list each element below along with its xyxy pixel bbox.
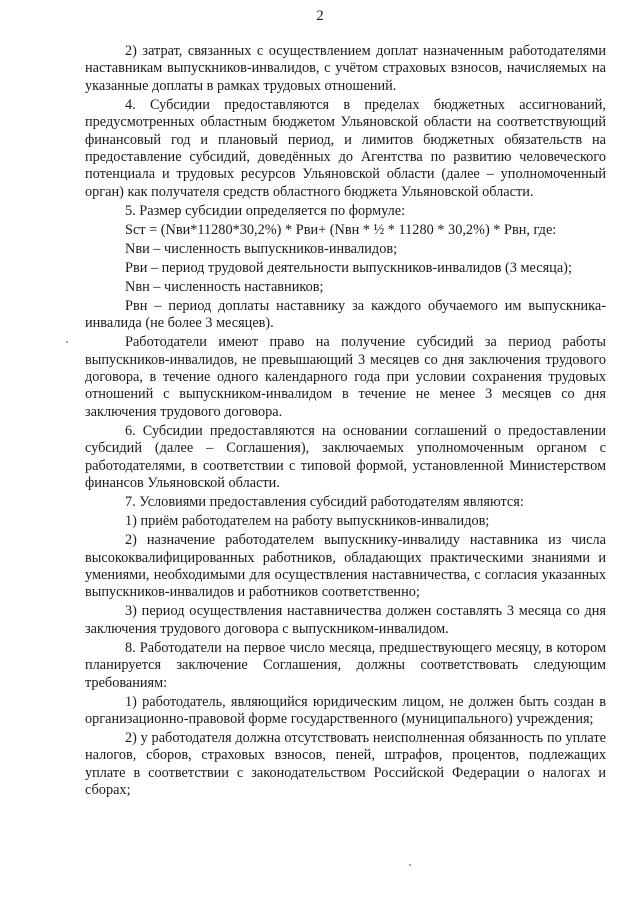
paragraph-employer-rights: Работодатели имеют право на получение субсидий за период работы выпускников-инвалидов, не превышающий 3 месяцев со дня заключения трудового договора, в течение одного календарного года при условии сохранения трудовых отношений с выпускником-инвалидом в течение не менее 3 месяцев со дня заключения трудового договора.	[85, 334, 606, 420]
condition-2: 2) назначение работодателем выпускнику-инвалиду наставника из числа высококвалифицированных работников, обладающих практическими знаниями и умениями, необходимыми для осуществления наставничества, с согласия указанных выпускников-инвалидов и работников соответственно;	[85, 532, 606, 601]
paragraph-clause-6: 6. Субсидии предоставляются на основании соглашений о предоставлении субсидий (далее – Соглашения), заключаемых уполномоченным органом с работодателями, в соответствии с типовой формой, установленной Министерством финансов Ульяновской области.	[85, 422, 606, 492]
formula-def-rvn: Рвн – период доплаты наставнику за каждого обучаемого им выпускника-инвалида (не более 3 месяцев).	[85, 297, 606, 332]
document-body	[85, 43, 606, 801]
formula-def-nvn: Nвн – численность наставников;	[125, 278, 324, 295]
requirement-2: 2) у работодателя должна отсутствовать неисполненная обязанность по уплате налогов, сборов, страховых взносов, пеней, штрафов, процентов, подлежащих уплате в соответствии с законодательством Российской Федерации о налогах и сборах;	[85, 729, 606, 799]
requirement-1: 1) работодатель, являющийся юридическим лицом, не должен быть создан в организационно-правовой форме государственного (муниципального) учреждения;	[85, 693, 606, 727]
condition-1: 1) приём работодателем на работу выпускников-инвалидов;	[125, 513, 490, 530]
page-number: 2	[316, 8, 324, 24]
condition-3: 3) период осуществления наставничества должен составлять 3 месяца со дня заключения трудового договора с выпускником-инвалидом.	[85, 603, 606, 637]
paragraph-item-2: 2) затрат, связанных с осуществлением доплат назначенным работодателями наставникам выпускников-инвалидов, с учётом страховых взносов, начисляемых на указанные доплаты в рамках трудовых отношений.	[85, 43, 606, 94]
paragraph-clause-5: 5. Размер субсидии определяется по формуле:	[125, 202, 406, 219]
formula-def-rvi: Рви – период трудовой деятельности выпускников-инвалидов (3 месяца);	[125, 259, 572, 276]
paragraph-clause-8: 8. Работодатели на первое число месяца, предшествующего месяцу, в котором планируется заключение Соглашения, должны соответствовать следующим требованиям:	[85, 639, 606, 691]
formula-def-nvi: Nви – численность выпускников-инвалидов;	[125, 240, 398, 257]
formula: Sст = (Nви*11280*30,2%) * Рви+ (Nвн * ½ * 11280 * 30,2%) * Рвн, где:	[125, 221, 557, 238]
scan-speck	[66, 341, 68, 343]
paragraph-clause-7: 7. Условиями предоставления субсидий работодателям являются:	[125, 494, 524, 511]
paragraph-clause-4: 4. Субсидии предоставляются в пределах бюджетных ассигнований, предусмотренных областным бюджетом Ульяновской области на соответствующий финансовый год и плановый период, и лимитов бюджетных обязательств на предоставление субсидий, доведённых до Агентства по развитию человеческого потенциала и трудовых ресурсов Ульяновской области (далее – уполномоченный орган) как получателя средств областного бюджета Ульяновской области.	[85, 96, 606, 200]
scan-speck	[409, 864, 411, 866]
